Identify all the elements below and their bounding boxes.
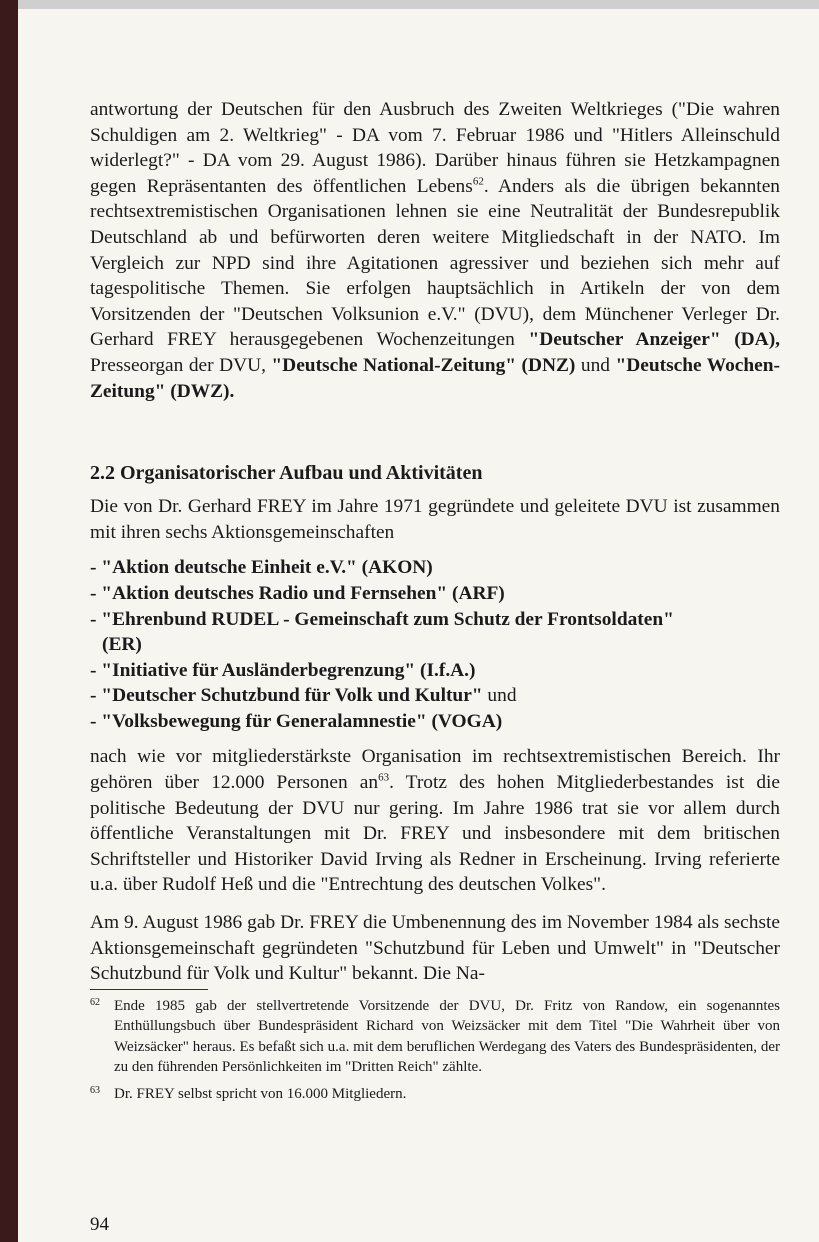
footnote-number: 62 [90, 996, 100, 1008]
list-item-label: - "Aktion deutsche Einheit e.V." (AKON) [90, 557, 433, 579]
section-heading: 2.2 Organisatorischer Aufbau und Aktivitäten [90, 462, 483, 485]
list-item-label: - "Ehrenbund RUDEL - Gemeinschaft zum Schutz der Frontsoldaten" [90, 608, 674, 630]
paragraph-1-part-a: antwortung der Deutschen für den Ausbruch des Zweiten Weltkrieges ("Die wahren Schuldigen am 2. Weltkrieg" - DA vom 7. Februar 1986 und "Hitlers Alleinschuld widerlegt?" - DA vom 29. August 1986). Darüber hinaus führen sie Hetzkampagnen gegen Repräsentanten des öffentlichen Lebens [90, 99, 780, 197]
footnote-ref-63: 63 [378, 771, 390, 784]
paragraph-1-part-c: Presseorgan der DVU, [90, 354, 272, 376]
footnote-63 [90, 1084, 780, 1105]
organization-list [90, 555, 780, 734]
list-item [90, 607, 780, 658]
paragraph-4: Am 9. August 1986 gab Dr. FREY die Umbenennung des im November 1984 als sechste Aktionsgemeinschaft gegründeten "Schutzbund für Leben und Umwelt" in "Deutscher Schutzbund für Volk und Kultur" bekannt. Die Na- [90, 912, 780, 985]
list-item-label: - "Deutscher Schutzbund für Volk und Kultur" [90, 685, 483, 707]
footnote-text: Ende 1985 gab der stellvertretende Vorsitzende der DVU, Dr. Fritz von Randow, ein sogenanntes Enthüllungsbuch über Bundespräsident Richard von Weizsäcker mit dem Titel "Die Wahrheit über von Weizsäcker" heraus. Es befaßt sich u.a. mit dem beruflichen Werdegang des Vaters des Bundespräsidenten, der zu den führenden Persönlichkeiten im "Dritten Reich" zählte. [114, 997, 780, 1076]
page-number: 94 [90, 1214, 109, 1235]
paragraph-3 [90, 744, 780, 898]
paragraph-3-part-b: . Trotz des hohen Mitgliederbestandes ist die politische Bedeutung der DVU nur gering. Im Jahre 1986 trat sie vor allem durch öffentliche Veranstaltungen mit Dr. FREY und insbesondere mit dem britischen Schriftsteller und Historiker David Irving als Redner in Erscheinung. Irving referierte u.a. über Rudolf Heß und die "Entrechtung des deutschen Volkes". [90, 772, 781, 896]
list-item-label: - "Aktion deutsches Radio und Fernsehen" (ARF) [90, 582, 505, 604]
list-item-conjunction: und [482, 685, 517, 707]
list-item [90, 683, 780, 709]
scan-top-edge [0, 0, 819, 9]
newspaper-dwz: "Deutsche Wochen-Zeitung" (DWZ). [90, 354, 781, 402]
list-item [90, 581, 780, 607]
list-item-label: - "Initiative für Ausländerbegrenzung" (I.f.A.) [90, 659, 476, 681]
book-spine-edge [0, 0, 18, 1242]
paragraph-1 [90, 97, 780, 404]
list-item-label: - "Volksbewegung für Generalamnestie" (VOGA) [90, 710, 503, 732]
footnote-ref-62: 62 [472, 175, 484, 188]
list-item [90, 658, 780, 684]
newspaper-dnz: "Deutsche National-Zeitung" (DNZ) [271, 354, 576, 376]
newspaper-da: "Deutscher Anzeiger" (DA), [528, 329, 780, 351]
list-item [90, 555, 780, 581]
paragraph-3-part-a: nach wie vor mitgliederstärkste Organisation im rechtsextremistischen Bereich. Ihr gehören über 12.000 Personen an [90, 746, 780, 794]
paragraph-1-part-d: und [575, 354, 616, 376]
footnote-text: Dr. FREY selbst spricht von 16.000 Mitgliedern. [114, 1085, 407, 1102]
paragraph-1-part-b: . Anders als die übrigen bekannten rechtsextremistischen Organisationen lehnen sie eine Neutralität der Bundesrepublik Deutschland ab und befürworten deren weitere Mitgliedschaft in der NATO. Im Vergleich zur NPD sind ihre Agitationen agressiver und beziehen sich mehr auf tagespolitische Themen. Sie erfolgen hauptsächlich in Artikeln der von dem Vorsitzenden der "Deutschen Volksunion e.V." (DVU), dem Münchener Verleger Dr. Gerhard FREY herausgegebenen Wochenzeitungen [90, 175, 780, 351]
list-item-label-wrap: (ER) [102, 634, 142, 656]
footnote-number: 63 [90, 1084, 100, 1096]
footnote-62 [90, 996, 780, 1078]
list-item [90, 709, 780, 735]
page-content [90, 97, 780, 1110]
paragraph-2: Die von Dr. Gerhard FREY im Jahre 1971 gegründete und geleitete DVU ist zusammen mit ihren sechs Aktionsgemeinschaften [90, 496, 780, 543]
footnote-divider [90, 989, 208, 990]
